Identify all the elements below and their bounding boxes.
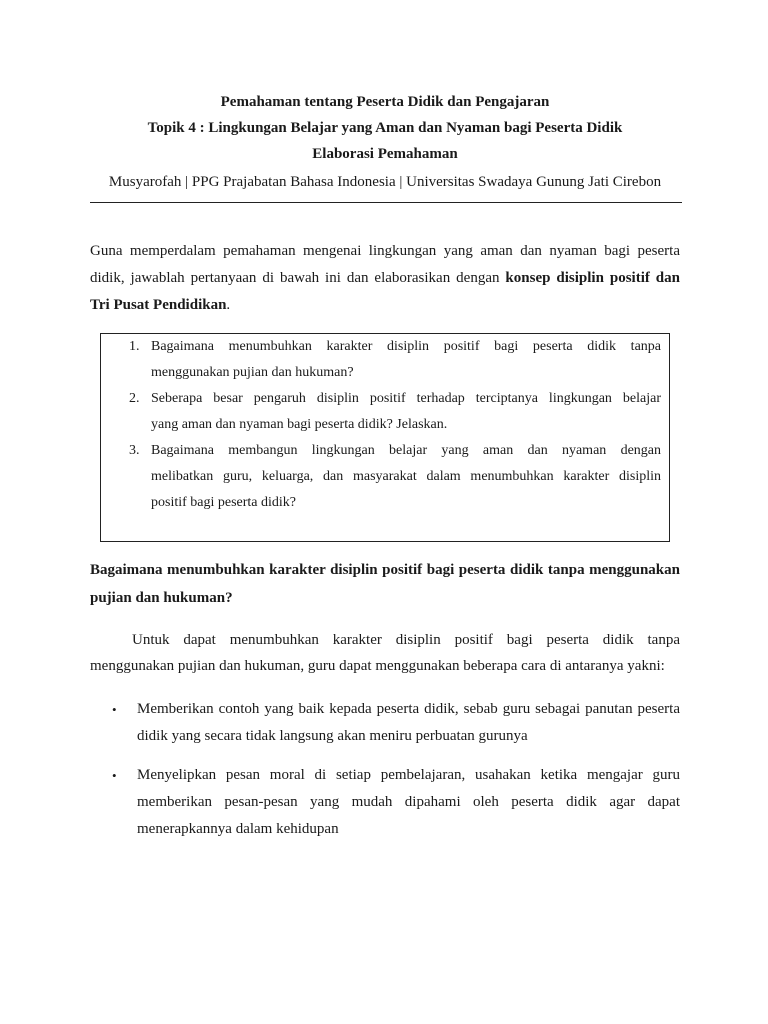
author-line: Musyarofah | PPG Prajabatan Bahasa Indonesia | Universitas Swadaya Gunung Jati Cirebon bbox=[108, 174, 662, 190]
question-number: 2. bbox=[129, 391, 140, 406]
header-divider bbox=[90, 202, 682, 203]
intro-line-2-text: didik, jawablah pertanyaan di bawah ini dan elaborasikan dengan bbox=[90, 270, 506, 286]
intro-paragraph bbox=[90, 238, 680, 319]
bullet-line: menerapkannya dalam kehidupan bbox=[137, 821, 339, 837]
intro-line-1: Guna memperdalam pemahaman mengenai lingkungan yang aman dan nyaman bagi peserta bbox=[90, 243, 680, 259]
bullet-line: memberikan pesan-pesan yang mudah dipahami oleh peserta didik agar dapat bbox=[137, 794, 680, 810]
document-topic: Topik 4 : Lingkungan Belajar yang Aman dan Nyaman bagi Peserta Didik bbox=[147, 120, 623, 136]
question-line: Seberapa besar pengaruh disiplin positif terhadap terciptanya lingkungan belajar bbox=[151, 391, 661, 406]
document-title: Pemahaman tentang Peserta Didik dan Pengajaran bbox=[220, 94, 550, 110]
question-text bbox=[151, 386, 661, 438]
question-line: Bagaimana membangun lingkungan belajar yang aman dan nyaman dengan bbox=[151, 443, 661, 458]
question-line: Bagaimana menumbuhkan karakter disiplin positif bagi peserta didik tanpa bbox=[151, 339, 661, 354]
question-line: yang aman dan nyaman bagi peserta didik? Jelaskan. bbox=[151, 417, 448, 432]
intro-line-3-end: . bbox=[226, 297, 231, 313]
question-text bbox=[151, 438, 661, 516]
questions-box bbox=[100, 333, 670, 542]
document-subtitle: Elaborasi Pemahaman bbox=[312, 146, 458, 162]
question-line: menggunakan pujian dan hukuman? bbox=[151, 365, 354, 380]
bullet-line: Menyelipkan pesan moral di setiap pembelajaran, usahakan ketika mengajar guru bbox=[137, 767, 680, 783]
bullet-text bbox=[137, 696, 680, 750]
bullet-line: didik yang secara tidak langsung akan meniru perbuatan gurunya bbox=[137, 728, 528, 744]
section-heading-line-2: pujian dan hukuman? bbox=[90, 590, 233, 606]
intro-emphasis-2: Tri Pusat Pendidikan bbox=[90, 297, 227, 313]
answer-line-1: Untuk dapat menumbuhkan karakter disiplin positif bagi peserta didik tanpa bbox=[132, 632, 680, 648]
section-heading-line-1: Bagaimana menumbuhkan karakter disiplin positif bagi peserta didik tanpa menggunakan bbox=[90, 562, 680, 578]
question-number: 1. bbox=[129, 339, 140, 354]
bullet-icon: • bbox=[112, 702, 117, 717]
question-number: 3. bbox=[129, 443, 140, 458]
answer-line-2: menggunakan pujian dan hukuman, guru dapat menggunakan beberapa cara di antaranya yakni: bbox=[90, 658, 665, 674]
section-heading bbox=[90, 556, 680, 612]
bullet-text bbox=[137, 762, 680, 843]
answer-paragraph bbox=[90, 627, 680, 679]
bullet-icon: • bbox=[112, 768, 117, 783]
intro-line-3 bbox=[90, 292, 680, 319]
bullet-line: Memberikan contoh yang baik kepada peserta didik, sebab guru sebagai panutan peserta bbox=[137, 701, 680, 717]
question-line: melibatkan guru, keluarga, dan masyarakat dalam menumbuhkan karakter disiplin bbox=[151, 469, 661, 484]
intro-emphasis: konsep disiplin positif dan bbox=[505, 270, 680, 286]
question-line: positif bagi peserta didik? bbox=[151, 495, 297, 510]
intro-line-2 bbox=[90, 265, 680, 292]
question-text bbox=[151, 334, 661, 386]
